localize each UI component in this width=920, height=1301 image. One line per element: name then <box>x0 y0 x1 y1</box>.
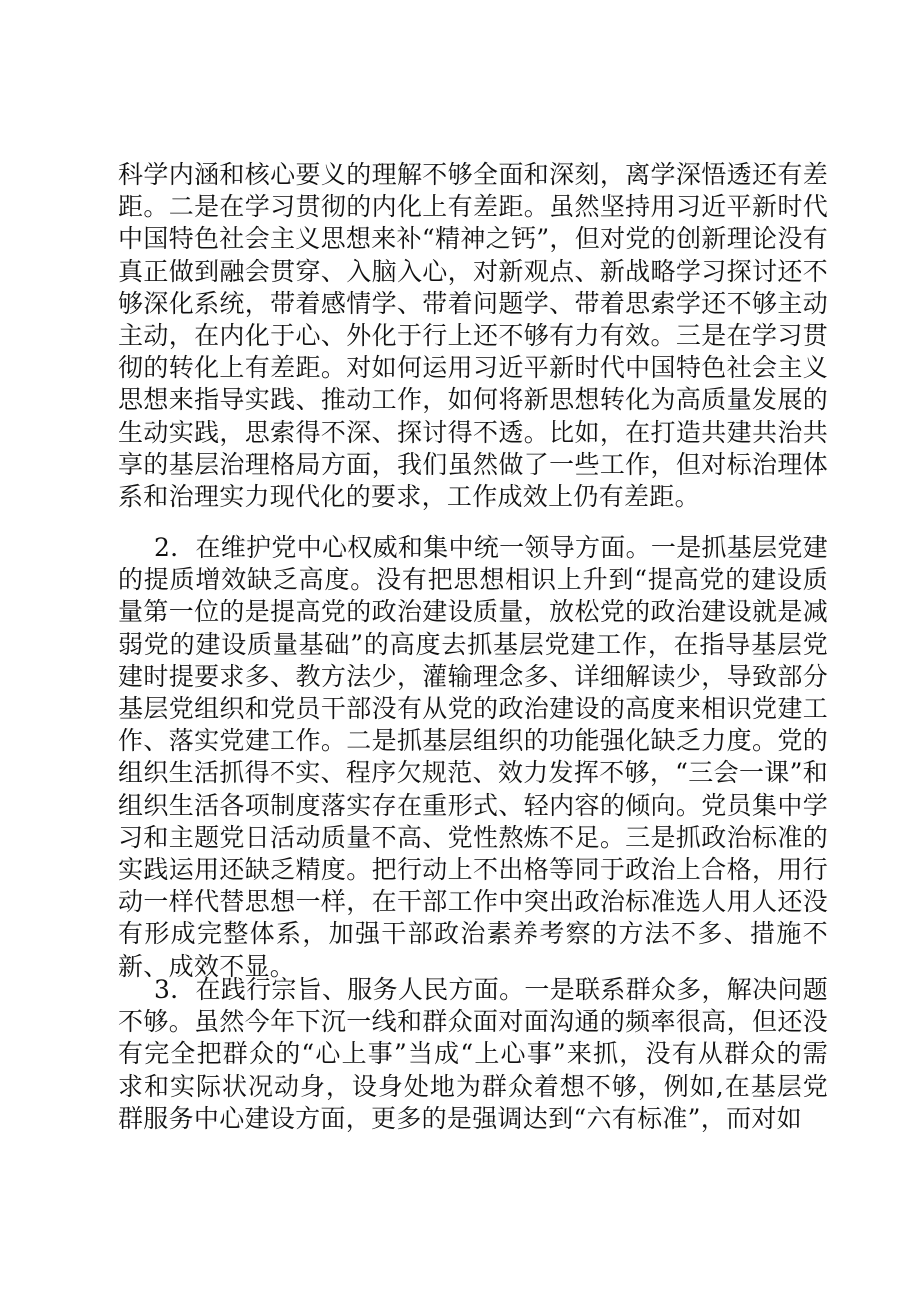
paragraph-3: 3．在践行宗旨、服务人民方面。一是联系群众多，解决问题不够。虽然今年下沉一线和群众面对面沟通的频率很高，但还没有完全把群众的“心上事”当成“上心事”来抓，没有从群众的需求和实际状况动身，设身处地为群众着想不够，例如,在基层党群服务中心建设方面，更多的是强调达到“六有标准”，而对如 <box>118 975 829 1133</box>
paragraph-2-container <box>118 532 828 983</box>
paragraph-3-container <box>118 974 828 1135</box>
paragraph-1-container <box>118 159 828 513</box>
paragraph-1: 科学内涵和核心要义的理解不够全面和深刻，离学深悟透还有差距。二是在学习贯彻的内化上有差距。虽然坚持用习近平新时代中国特色社会主义思想来补“精神之钙”，但对党的创新理论没有真正做到融会贯穿、入脑入心，对新观点、新战略学习探讨还不够深化系统，带着感情学、带着问题学、带着思索学还不够主动主动，在内化于心、外化于行上还不够有力有效。三是在学习贯彻的转化上有差距。对如何运用习近平新时代中国特色社会主义思想来指导实践、推动工作，如何将新思想转化为高质量发展的生动实践，思索得不深、探讨得不透。比如，在打造共建共治共享的基层治理格局方面，我们虽然做了一些工作，但对标治理体系和治理实力现代化的要求，工作成效上仍有差距。 <box>118 160 828 512</box>
paragraph-2: 2．在维护党中心权威和集中统一领导方面。一是抓基层党建的提质增效缺乏高度。没有把思想相识上升到“提高党的建设质量第一位的是提高党的政治建设质量，放松党的政治建设就是减弱党的建设质量基础”的高度去抓基层党建工作，在指导基层党建时提要求多、教方法少，灌输理念多、详细解读少，导致部分基层党组织和党员干部没有从党的政治建设的高度来相识党建工作、落实党建工作。二是抓基层组织的功能强化缺乏力度。党的组织生活抓得不实、程序欠规范、效力发挥不够，“三会一课”和组织生活各项制度落实存在重形式、轻内容的倾向。党员集中学习和主题党日活动质量不高、党性熬炼不足。三是抓政治标准的实践运用还缺乏精度。把行动上不出格等同于政治上合格，用行动一样代替思想一样，在干部工作中突出政治标准选人用人还没有形成完整体系，加强干部政治素养考察的方法不多、措施不新、成效不显。 <box>118 533 829 981</box>
